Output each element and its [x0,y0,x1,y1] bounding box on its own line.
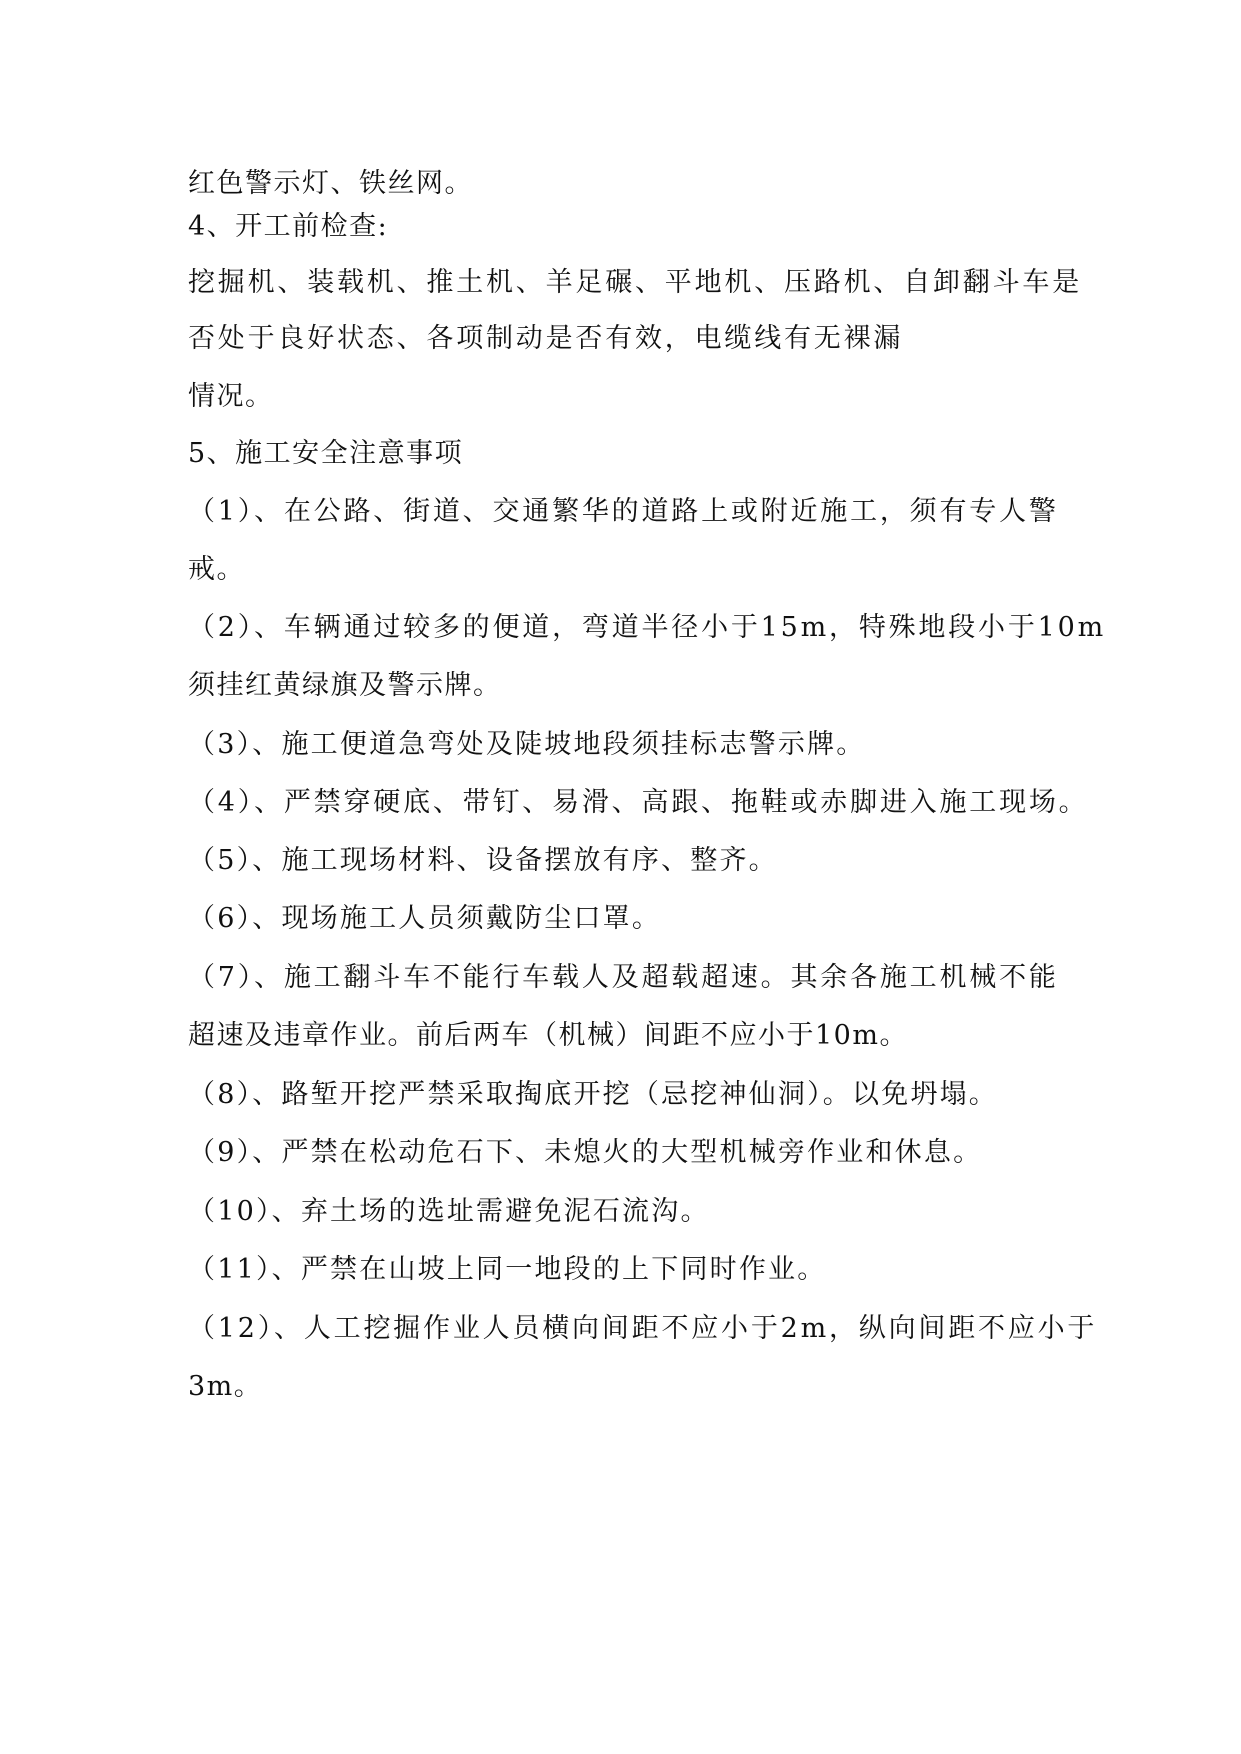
text-line: 情况。 [188,381,274,412]
section-heading: 5、施工安全注意事项 [188,438,464,469]
list-item: （10）、弃土场的选址需避免泥石流沟。 [188,1196,710,1227]
text-line: 超速及违章作业。前后两车（机械）间距不应小于10m。 [188,1020,908,1051]
list-item: （1）、在公路、街道、交通繁华的道路上或附近施工，须有专人警 [188,496,1059,527]
list-item: （11）、严禁在山坡上同一地段的上下同时作业。 [188,1254,827,1285]
text-line: 否处于良好状态、各项制动是否有效，电缆线有无裸漏 [188,323,904,354]
list-item: （8）、路堑开挖严禁采取掏底开挖（忌挖神仙洞）。以免坍塌。 [188,1079,998,1110]
list-item: （6）、现场施工人员须戴防尘口罩。 [188,903,662,934]
list-item: （2）、车辆通过较多的便道，弯道半径小于15m，特殊地段小于10m [188,612,1106,643]
list-item: （7）、施工翻斗车不能行车载人及超载超速。其余各施工机械不能 [188,962,1059,993]
list-item: （5）、施工现场材料、设备摆放有序、整齐。 [188,845,778,876]
text-line: 戒。 [188,554,245,585]
text-line: 挖掘机、装载机、推土机、羊足碾、平地机、压路机、自卸翻斗车是 [188,267,1082,298]
text-line: 3m。 [188,1371,263,1402]
text-line: 红色警示灯、铁丝网。 [188,168,473,199]
list-item: （12）、人工挖掘作业人员横向间距不应小于2m，纵向间距不应小于 [188,1313,1098,1344]
list-item: （9）、严禁在松动危石下、未熄火的大型机械旁作业和休息。 [188,1137,983,1168]
list-item: （4）、严禁穿硬底、带钉、易滑、高跟、拖鞋或赤脚进入施工现场。 [188,787,1089,818]
list-item: （3）、施工便道急弯处及陡坡地段须挂标志警示牌。 [188,729,866,760]
section-heading: 4、开工前检查: [188,211,389,242]
text-line: 须挂红黄绿旗及警示牌。 [188,670,502,701]
